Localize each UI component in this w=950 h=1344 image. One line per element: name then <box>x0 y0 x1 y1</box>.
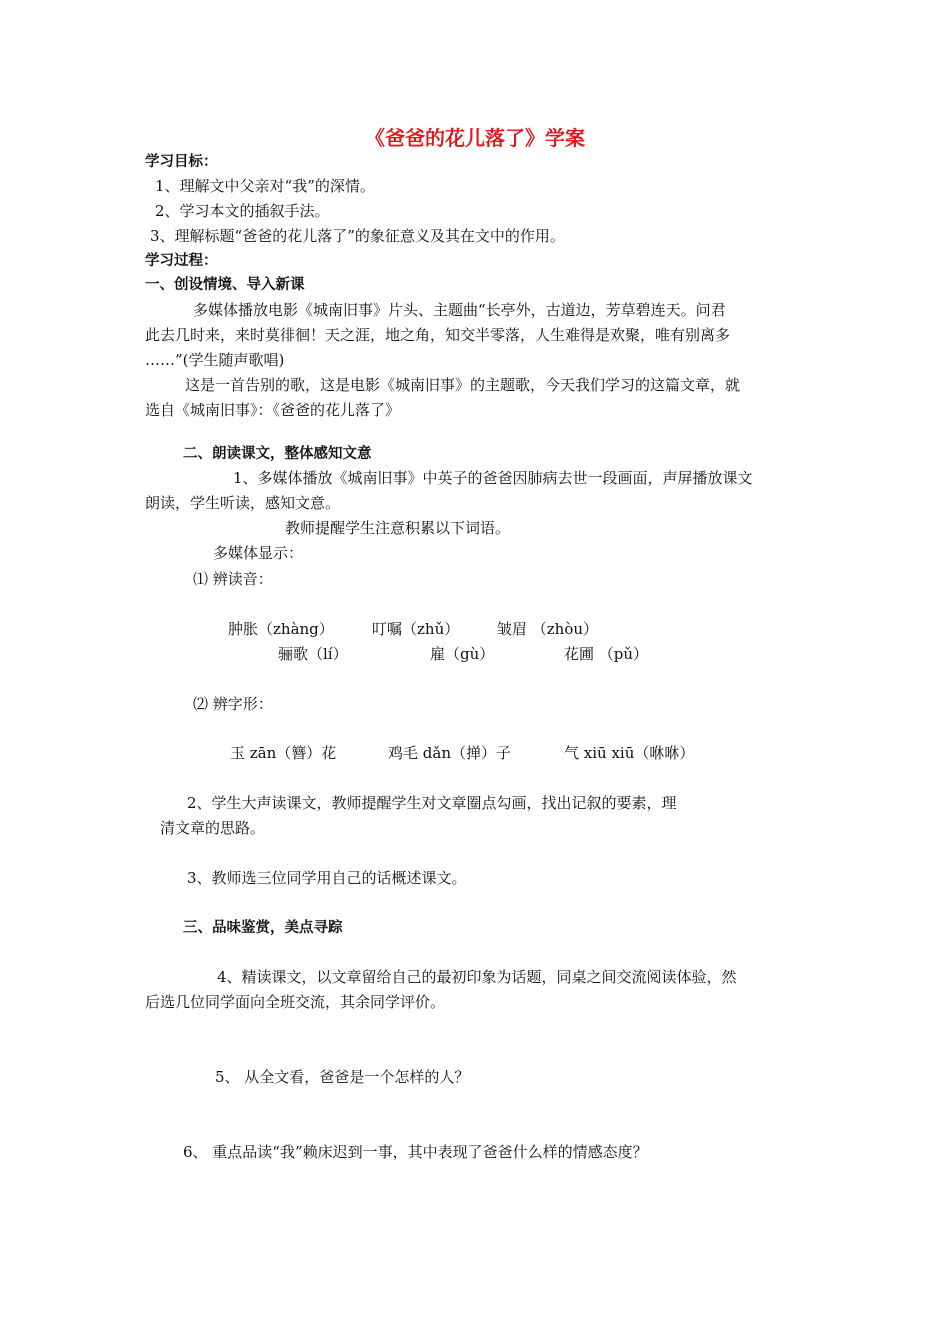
character-shape-word: 玉 zān（簪）花 <box>230 744 337 762</box>
paragraph-line: ……”(学生随声歌唱) <box>145 351 285 369</box>
question-item: 6、 重点品读“我”赖床迟到一事，其中表现了爸爸什么样的情感态度？ <box>183 1143 648 1161</box>
pronunciation-word: 骊歌（lí） <box>278 645 348 663</box>
pronunciation-word: 雇（gù） <box>430 645 495 663</box>
goal-item: 3、理解标题“爸爸的花儿落了”的象征意义及其在文中的作用。 <box>150 227 565 245</box>
paragraph-line: 多媒体播放电影《城南旧事》片头、主题曲“长亭外，古道边，芳草碧连天。问君 <box>193 301 726 319</box>
character-shape-word: 气 xiū xiū（咻咻） <box>564 744 695 762</box>
paragraph-line: 选自《城南旧事》：《爸爸的花儿落了》 <box>145 401 401 419</box>
pronunciation-word: 皱眉 （zhòu） <box>497 620 599 638</box>
paragraph-line: 4、精读课文，以文章留给自己的最初印象为话题，同桌之间交流阅读体验，然 <box>217 968 737 986</box>
paragraph-line: 3、教师选三位同学用自己的话概述课文。 <box>187 869 467 887</box>
paragraph-line: 后选几位同学面向全班交流，其余同学评价。 <box>145 993 446 1011</box>
paragraph-line: 清文章的思路。 <box>160 819 266 837</box>
pronunciation-word: 肿胀（zhàng） <box>228 620 334 638</box>
paragraph-line: 1、多媒体播放《城南旧事》中英子的爸爸因肺病去世一段画面，声屏播放课文 <box>233 469 753 487</box>
section3-heading: 三、品味鉴赏，美点寻踪 <box>183 920 343 936</box>
process-heading: 学习过程： <box>145 253 218 269</box>
paragraph-line: 这是一首告别的歌，这是电影《城南旧事》的主题歌，今天我们学习的这篇文章，就 <box>185 376 741 394</box>
paragraph-line: 此去几时来，来时莫徘徊！天之涯，地之角，知交半零落，人生难得是欢聚，唯有别离多 <box>145 326 731 344</box>
goals-heading: 学习目标： <box>145 154 218 170</box>
pronunciation-word: 叮嘱（zhǔ） <box>372 620 460 638</box>
pronunciation-word: 花圃 （pǔ） <box>564 645 649 663</box>
section1-heading: 一、创设情境、导入新课 <box>145 277 305 293</box>
character-shape-label: ⑵ 辨字形： <box>193 695 273 713</box>
teacher-note: 教师提醒学生注意积累以下词语。 <box>285 519 511 537</box>
goal-item: 1、理解文中父亲对“我”的深情。 <box>155 177 375 195</box>
pronunciation-label: ⑴ 辨读音： <box>193 570 273 588</box>
paragraph-line: 朗读，学生听读，感知文意。 <box>145 494 341 512</box>
media-show-label: 多媒体显示： <box>213 544 304 562</box>
question-item: 5、 从全文看，爸爸是一个怎样的人？ <box>215 1068 470 1086</box>
paragraph-line: 2、学生大声读课文，教师提醒学生对文章圈点勾画，找出记叙的要素，理 <box>187 794 677 812</box>
goal-item: 2、学习本文的插叙手法。 <box>155 202 330 220</box>
section2-heading: 二、朗读课文，整体感知文意 <box>183 446 372 462</box>
document-title: 《爸爸的花儿落了》学案 <box>365 126 585 150</box>
character-shape-word: 鸡毛 dǎn（掸）子 <box>388 744 511 762</box>
